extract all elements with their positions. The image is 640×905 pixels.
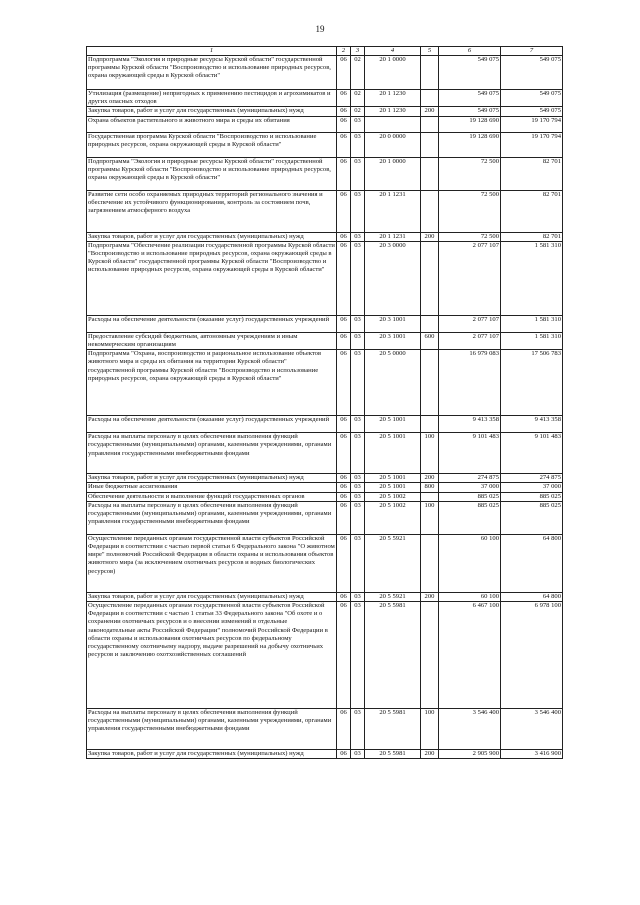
- row-subsection-code: 03: [351, 433, 365, 474]
- row-amount-year2: 64 800: [501, 592, 563, 601]
- row-amount-year1: 72 500: [439, 232, 501, 241]
- row-target-article-code: 20 3 1001: [365, 332, 421, 349]
- row-amount-year1: 19 128 690: [439, 132, 501, 157]
- row-expense-type-code: [421, 416, 439, 433]
- table-row: [87, 132, 563, 157]
- row-subsection-code: 03: [351, 132, 365, 157]
- header-cell: 4: [365, 47, 421, 56]
- row-name-cell: Расходы на выплаты персоналу в целях обеспечения выполнения функций государственными (муниципальными) органами, казенными учреждениями, органами управления государственными внебюджетными фондами: [87, 433, 337, 474]
- table-row: [87, 107, 563, 116]
- row-subsection-code: 03: [351, 350, 365, 416]
- row-amount-year1: 37 000: [439, 483, 501, 492]
- row-amount-year2: 1 581 310: [501, 332, 563, 349]
- row-section-code: 06: [337, 416, 351, 433]
- row-name-cell: Иные бюджетные ассигнования: [87, 483, 337, 492]
- row-name-cell: Расходы на обеспечение деятельности (оказание услуг) государственных учреждений: [87, 416, 337, 433]
- row-expense-type-code: [421, 190, 439, 232]
- row-amount-year2: 9 101 483: [501, 433, 563, 474]
- row-name-cell: Государственная программа Курской области "Воспроизводство и использование природных ресурсов, охрана окружающей среды в Курской области": [87, 132, 337, 157]
- row-target-article-code: 20 3 0000: [365, 241, 421, 315]
- table-row: [87, 232, 563, 241]
- row-target-article-code: 20 1 1231: [365, 232, 421, 241]
- row-amount-year2: 6 978 100: [501, 602, 563, 709]
- table-row: [87, 90, 563, 107]
- row-section-code: 06: [337, 116, 351, 132]
- table-row: [87, 492, 563, 501]
- row-name-cell: Обеспечение деятельности и выполнение функций государственных органов: [87, 492, 337, 501]
- row-section-code: 06: [337, 315, 351, 332]
- row-amount-year2: 19 170 794: [501, 116, 563, 132]
- row-name-cell: Подпрограмма "Экология и природные ресурсы Курской области" государственной программы Курской области "Воспроизводство и использование природных ресурсов, охрана окружающей среды в Курской области": [87, 157, 337, 190]
- row-amount-year2: 64 800: [501, 534, 563, 592]
- row-subsection-code: 03: [351, 190, 365, 232]
- row-name-cell: Предоставление субсидий бюджетным, автономным учреждениям и иным некоммерческим организациям: [87, 332, 337, 349]
- row-amount-year1: 2 077 107: [439, 332, 501, 349]
- header-cell: 1: [87, 47, 337, 56]
- table-body: [87, 56, 563, 759]
- row-amount-year2: 274 875: [501, 474, 563, 483]
- row-target-article-code: 20 5 1001: [365, 416, 421, 433]
- row-section-code: 06: [337, 602, 351, 709]
- header-cell: 3: [351, 47, 365, 56]
- row-section-code: 06: [337, 492, 351, 501]
- row-amount-year1: 16 979 083: [439, 350, 501, 416]
- row-expense-type-code: 100: [421, 501, 439, 534]
- row-amount-year2: 3 546 400: [501, 709, 563, 750]
- row-target-article-code: 20 5 5921: [365, 534, 421, 592]
- row-section-code: 06: [337, 433, 351, 474]
- row-target-article-code: 20 5 1001: [365, 483, 421, 492]
- row-amount-year1: 549 075: [439, 107, 501, 116]
- row-section-code: 06: [337, 750, 351, 759]
- row-name-cell: Закупка товаров, работ и услуг для государственных (муниципальных) нужд: [87, 474, 337, 483]
- row-name-cell: Закупка товаров, работ и услуг для государственных (муниципальных) нужд: [87, 232, 337, 241]
- row-target-article-code: 20 1 1230: [365, 107, 421, 116]
- row-section-code: 06: [337, 157, 351, 190]
- row-amount-year2: 82 701: [501, 157, 563, 190]
- row-name-cell: Осуществление переданных органам государственной власти субъектов Российской Федерации в соответствии с частью 1 статьи 33 Федерального закона "Об охоте и о сохранении охотничьих ресурсов и о внесении изменений в отдельные законодательные акты Российской Федерации" полномочий Российской Федерации в области охраны и использования охотничьих ресурсов по федеральному государственному охотничьему надзору, выдаче разрешений на добычу охотничьих ресурсов и заключению охотхозяйственных соглашений: [87, 602, 337, 709]
- row-expense-type-code: 200: [421, 232, 439, 241]
- row-expense-type-code: [421, 116, 439, 132]
- table-row: [87, 534, 563, 592]
- row-amount-year2: 19 170 794: [501, 132, 563, 157]
- row-amount-year1: 72 500: [439, 190, 501, 232]
- row-expense-type-code: 200: [421, 750, 439, 759]
- row-amount-year1: 9 413 358: [439, 416, 501, 433]
- row-amount-year2: 549 075: [501, 56, 563, 90]
- row-subsection-code: 02: [351, 90, 365, 107]
- row-name-cell: Осуществление переданных органам государственной власти субъектов Российской Федерации в соответствии с частью первой статьи 6 Федерального закона "О животном мире" полномочий Российской Федерации в области охраны и использования объектов животного мира (за исключением охотничьих ресурсов и водных биологических ресурсов): [87, 534, 337, 592]
- row-name-cell: Расходы на выплаты персоналу в целях обеспечения выполнения функций государственными (муниципальными) органами, казенными учреждениями, органами управления государственными внебюджетными фондами: [87, 501, 337, 534]
- row-section-code: 06: [337, 241, 351, 315]
- row-amount-year1: 549 075: [439, 90, 501, 107]
- row-section-code: 06: [337, 501, 351, 534]
- row-expense-type-code: 600: [421, 332, 439, 349]
- row-subsection-code: 03: [351, 709, 365, 750]
- row-amount-year1: 9 101 483: [439, 433, 501, 474]
- row-amount-year2: 37 000: [501, 483, 563, 492]
- row-target-article-code: 20 5 0000: [365, 350, 421, 416]
- row-name-cell: Закупка товаров, работ и услуг для государственных (муниципальных) нужд: [87, 750, 337, 759]
- row-subsection-code: 03: [351, 157, 365, 190]
- row-expense-type-code: [421, 241, 439, 315]
- row-name-cell: Расходы на обеспечение деятельности (оказание услуг) государственных учреждений: [87, 315, 337, 332]
- table-row: [87, 332, 563, 349]
- row-amount-year2: 82 701: [501, 190, 563, 232]
- header-row: [87, 47, 563, 56]
- row-expense-type-code: [421, 602, 439, 709]
- row-amount-year1: 274 875: [439, 474, 501, 483]
- row-name-cell: Расходы на выплаты персоналу в целях обеспечения выполнения функций государственными (муниципальными) органами, казенными учреждениями, органами управления государственными внебюджетными фондами: [87, 709, 337, 750]
- row-amount-year2: 1 581 310: [501, 315, 563, 332]
- page-number: 19: [315, 24, 325, 34]
- row-amount-year1: 2 077 107: [439, 241, 501, 315]
- table-row: [87, 350, 563, 416]
- row-amount-year1: 72 500: [439, 157, 501, 190]
- row-amount-year2: 885 025: [501, 492, 563, 501]
- row-name-cell: Подпрограмма "Экология и природные ресурсы Курской области" государственной программы Курской области "Воспроизводство и использование природных ресурсов, охрана окружающей среды в Курской области": [87, 56, 337, 90]
- row-subsection-code: 03: [351, 241, 365, 315]
- row-expense-type-code: [421, 315, 439, 332]
- row-section-code: 06: [337, 350, 351, 416]
- row-expense-type-code: 200: [421, 592, 439, 601]
- table-row: [87, 433, 563, 474]
- row-expense-type-code: 100: [421, 433, 439, 474]
- row-name-cell: Подпрограмма "Охрана, воспроизводство и рациональное использование объектов животного мира и среды их обитания на территории Курской области" государственной программы Курской области "Воспроизводство и использование природных ресурсов, охрана окружающей среды в Курской области": [87, 350, 337, 416]
- row-target-article-code: 20 5 1001: [365, 433, 421, 474]
- table-row: [87, 501, 563, 534]
- row-section-code: 06: [337, 56, 351, 90]
- row-subsection-code: 03: [351, 315, 365, 332]
- row-subsection-code: 02: [351, 56, 365, 90]
- row-name-cell: Подпрограмма "Обеспечение реализации государственной программы Курской области "Воспроизводство и использование природных ресурсов, охрана окружающей среды в Курской области" государственной программы Курской области "Воспроизводство и использование природных ресурсов, охрана окружающей среды в Курской области": [87, 241, 337, 315]
- row-amount-year2: 3 416 900: [501, 750, 563, 759]
- row-target-article-code: 20 5 5981: [365, 602, 421, 709]
- row-amount-year1: 2 077 107: [439, 315, 501, 332]
- row-subsection-code: 03: [351, 474, 365, 483]
- row-target-article-code: 20 1 0000: [365, 56, 421, 90]
- row-section-code: 06: [337, 90, 351, 107]
- row-expense-type-code: [421, 350, 439, 416]
- row-section-code: 06: [337, 332, 351, 349]
- row-amount-year1: 60 100: [439, 592, 501, 601]
- row-amount-year1: 3 546 400: [439, 709, 501, 750]
- row-amount-year2: 549 075: [501, 107, 563, 116]
- row-target-article-code: 20 5 1002: [365, 501, 421, 534]
- table-row: [87, 592, 563, 601]
- row-target-article-code: 20 5 5981: [365, 709, 421, 750]
- row-section-code: 06: [337, 132, 351, 157]
- row-expense-type-code: [421, 534, 439, 592]
- row-section-code: 06: [337, 190, 351, 232]
- row-target-article-code: 20 5 5921: [365, 592, 421, 601]
- row-target-article-code: [365, 116, 421, 132]
- row-subsection-code: 03: [351, 116, 365, 132]
- row-subsection-code: 02: [351, 107, 365, 116]
- row-name-cell: Закупка товаров, работ и услуг для государственных (муниципальных) нужд: [87, 592, 337, 601]
- row-target-article-code: 20 5 1001: [365, 474, 421, 483]
- row-amount-year1: 60 100: [439, 534, 501, 592]
- row-section-code: 06: [337, 474, 351, 483]
- row-amount-year2: 885 025: [501, 501, 563, 534]
- row-subsection-code: 03: [351, 750, 365, 759]
- row-expense-type-code: [421, 132, 439, 157]
- table-row: [87, 483, 563, 492]
- table-row: [87, 474, 563, 483]
- row-target-article-code: 20 1 1230: [365, 90, 421, 107]
- row-target-article-code: 20 1 0000: [365, 157, 421, 190]
- row-subsection-code: 03: [351, 602, 365, 709]
- row-expense-type-code: 200: [421, 474, 439, 483]
- row-target-article-code: 20 1 1231: [365, 190, 421, 232]
- row-section-code: 06: [337, 709, 351, 750]
- table-row: [87, 602, 563, 709]
- row-name-cell: Развитие сети особо охраняемых природных территорий регионального значения и обеспечение их устойчивого функционирования, контроль за состоянием почв, загрязнением атмосферного воздуха: [87, 190, 337, 232]
- row-amount-year2: 1 581 310: [501, 241, 563, 315]
- row-expense-type-code: [421, 157, 439, 190]
- row-amount-year2: 17 506 783: [501, 350, 563, 416]
- row-subsection-code: 03: [351, 483, 365, 492]
- table-row: [87, 416, 563, 433]
- row-expense-type-code: 100: [421, 709, 439, 750]
- row-amount-year2: 82 701: [501, 232, 563, 241]
- header-cell: 6: [439, 47, 501, 56]
- row-amount-year1: 19 128 690: [439, 116, 501, 132]
- row-section-code: 06: [337, 107, 351, 116]
- table-row: [87, 56, 563, 90]
- row-expense-type-code: 200: [421, 107, 439, 116]
- table-row: [87, 709, 563, 750]
- row-section-code: 06: [337, 232, 351, 241]
- row-amount-year1: 885 025: [439, 492, 501, 501]
- header-cell: 2: [337, 47, 351, 56]
- row-name-cell: Утилизация (размещение) непригодных к применению пестицидов и агрохимикатов и других опасных отходов: [87, 90, 337, 107]
- row-amount-year1: 2 905 900: [439, 750, 501, 759]
- row-subsection-code: 03: [351, 501, 365, 534]
- row-amount-year2: 549 075: [501, 90, 563, 107]
- row-target-article-code: 20 5 1002: [365, 492, 421, 501]
- table-row: [87, 315, 563, 332]
- row-expense-type-code: 800: [421, 483, 439, 492]
- row-expense-type-code: [421, 492, 439, 501]
- row-subsection-code: 03: [351, 416, 365, 433]
- row-expense-type-code: [421, 56, 439, 90]
- row-name-cell: Закупка товаров, работ и услуг для государственных (муниципальных) нужд: [87, 107, 337, 116]
- row-subsection-code: 03: [351, 492, 365, 501]
- table-row: [87, 241, 563, 315]
- row-amount-year1: 6 467 100: [439, 602, 501, 709]
- table-row: [87, 750, 563, 759]
- row-section-code: 06: [337, 592, 351, 601]
- row-name-cell: Охрана объектов растительного и животного мира и среды их обитания: [87, 116, 337, 132]
- row-subsection-code: 03: [351, 232, 365, 241]
- row-subsection-code: 03: [351, 592, 365, 601]
- budget-table: [86, 46, 563, 759]
- row-subsection-code: 03: [351, 534, 365, 592]
- row-target-article-code: 20 5 5981: [365, 750, 421, 759]
- row-target-article-code: 20 3 1001: [365, 315, 421, 332]
- row-amount-year1: 549 075: [439, 56, 501, 90]
- row-section-code: 06: [337, 483, 351, 492]
- table-row: [87, 190, 563, 232]
- table-row: [87, 157, 563, 190]
- header-cell: 7: [501, 47, 563, 56]
- row-subsection-code: 03: [351, 332, 365, 349]
- row-expense-type-code: [421, 90, 439, 107]
- row-amount-year1: 885 025: [439, 501, 501, 534]
- header-cell: 5: [421, 47, 439, 56]
- row-target-article-code: 20 0 0000: [365, 132, 421, 157]
- row-amount-year2: 9 413 358: [501, 416, 563, 433]
- table-row: [87, 116, 563, 132]
- row-section-code: 06: [337, 534, 351, 592]
